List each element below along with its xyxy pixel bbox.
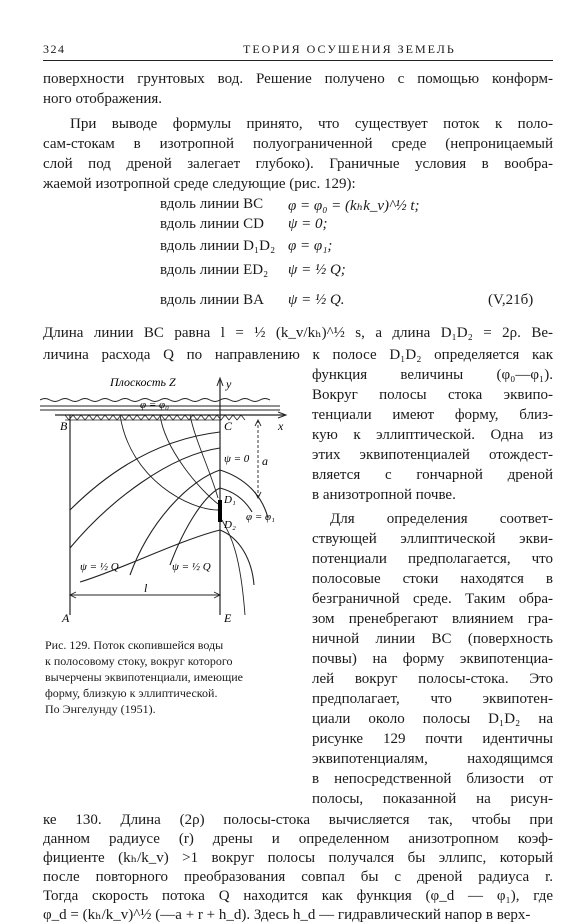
- text-line: после повторного преобразования совпал бы с дреной радиуса r.: [43, 869, 553, 885]
- text-line: зом пренебрегают влиянием гра-: [312, 611, 553, 627]
- condition-label: вдоль линии BA: [160, 292, 264, 308]
- caption-line: форму, близкую к эллиптической.: [45, 686, 218, 700]
- label-e: E: [224, 611, 232, 625]
- text-line: ничной линии BC (поверхность: [312, 631, 553, 647]
- label-psi0: ψ = 0: [224, 453, 250, 465]
- text-line: в анизотропной почве.: [312, 487, 456, 503]
- text-line: тенциали имеют форму, близ-: [312, 407, 553, 423]
- text-line: Тогда скорость потока Q находится как функция (φ_d — φ₁), где: [43, 888, 553, 904]
- text-line: вляется с гончарной дреной: [312, 467, 553, 483]
- text-line: Вокруг полосы стока эквипо-: [312, 387, 553, 403]
- label-x: x: [278, 419, 284, 433]
- equation-number: (V,21б): [488, 292, 534, 308]
- condition-label: вдоль линии BC: [160, 196, 264, 212]
- label-phi1: φ = φ₁: [246, 511, 275, 523]
- text-line: ке 130. Длина (2ρ) полосы-стока вычисляется так, чтобы при: [43, 812, 553, 828]
- caption-line: к полосовому стоку, вокруг которого: [45, 654, 233, 668]
- text-line: ствующей эллиптической экви-: [312, 531, 553, 547]
- condition-label: вдоль линии ED₂: [160, 262, 269, 278]
- condition-expr: φ = φ₁;: [288, 238, 333, 254]
- text-line: полосы, показанной на рисун-: [312, 791, 553, 807]
- text-line: рисунке 129 почти идентичны: [312, 731, 553, 747]
- text-line: ного отображения.: [43, 91, 163, 107]
- condition-expr: ψ = 0;: [288, 216, 328, 232]
- text-line: лей вокруг полосы-стока. Это: [312, 671, 553, 687]
- text-line: личина расхода Q по направлению к полосе D₁D₂ определяется как: [43, 347, 553, 363]
- text-line: кую к эллиптической. Одна из: [312, 427, 553, 443]
- label-d2: D₂: [224, 519, 236, 531]
- text-line: этих эквипотенциалей отождест-: [312, 447, 553, 463]
- label-phi0: φ = φ₀: [140, 399, 169, 411]
- text-line: поверхности грунтовых вод. Решение получено с помощью конформ-: [43, 71, 553, 87]
- text-line: в непосредственной близости от: [312, 771, 553, 787]
- plane-label: Плоскость Z: [110, 375, 176, 389]
- label-b: B: [60, 419, 68, 433]
- label-a: A: [62, 611, 70, 625]
- stream-lines: [120, 415, 245, 615]
- figure-129: [40, 370, 302, 630]
- label-d1: D₁: [224, 494, 236, 506]
- text-line: эквипотенциалям, находящимся: [312, 751, 553, 767]
- condition-label: вдоль линии CD: [160, 216, 264, 232]
- text-line: При выводе формулы принято, что существует поток к поло-: [70, 116, 553, 132]
- label-psi-left: ψ = ½ Q: [80, 561, 119, 573]
- condition-expr: ψ = ½ Q;: [288, 262, 346, 278]
- condition-expr: ψ = ½ Q.: [288, 292, 345, 308]
- label-y: y: [226, 377, 232, 391]
- label-c: C: [224, 419, 233, 433]
- text-line: безграничной среде. Таким обра-: [312, 591, 553, 607]
- text-line: Длина линии BC равна l = ½ (k_v/kₕ)^½ s, а длина D₁D₂ = 2ρ. Ве-: [43, 325, 553, 341]
- caption-line: Рис. 129. Поток скопившейся воды: [45, 638, 224, 652]
- text-line: слой под дреной залегает глубоко). Граничные условия в вообра-: [43, 156, 553, 172]
- label-a-dim: a: [262, 454, 268, 468]
- text-line: данном радиусе (r) дрены и определенном анизотропном коэф-: [43, 831, 553, 847]
- caption-line: вычерчены эквипотенциали, имеющие: [45, 670, 243, 684]
- page-number: 324: [43, 42, 66, 56]
- text-line: предполагает, что эквипотен-: [312, 691, 553, 707]
- text-line: жаемой изотропной среде следующие (рис. 129):: [43, 176, 356, 192]
- text-line: фициенте (kₕ/k_v) >1 вокруг полосы получался бы эллипс, который: [43, 850, 553, 866]
- condition-expr: φ = φ₀ = (kₕk_v)^½ t;: [288, 198, 420, 214]
- label-l: l: [144, 581, 148, 595]
- label-psi-right: ψ = ½ Q: [172, 561, 211, 573]
- page-header: [43, 40, 553, 61]
- text-line: Для определения соответ-: [330, 511, 553, 527]
- caption-line: По Энгелунду (1951).: [45, 702, 156, 716]
- text-line: сам-стокам в изотропной полуограниченной среде (непроницаемый: [43, 136, 553, 152]
- text-line: φ_d = (kₕ/k_v)^½ (—a + r + h_d). Здесь h_d — гидравлический напор в верх-: [43, 907, 531, 923]
- text-line: полосовые стоки находятся в: [312, 571, 553, 587]
- condition-label: вдоль линии D₁D₂: [160, 238, 276, 254]
- soil-hatching: [65, 415, 245, 420]
- text-line: циали около полосы D₁D₂ на: [312, 711, 553, 727]
- text-line: потенциали предполагается, что: [312, 551, 553, 567]
- running-title: ТЕОРИЯ ОСУШЕНИЯ ЗЕМЕЛЬ: [243, 42, 456, 56]
- text-line: функция величины (φ₀—φ₁).: [312, 367, 553, 383]
- text-line: почвы) на форму эквипотенциа-: [312, 651, 553, 667]
